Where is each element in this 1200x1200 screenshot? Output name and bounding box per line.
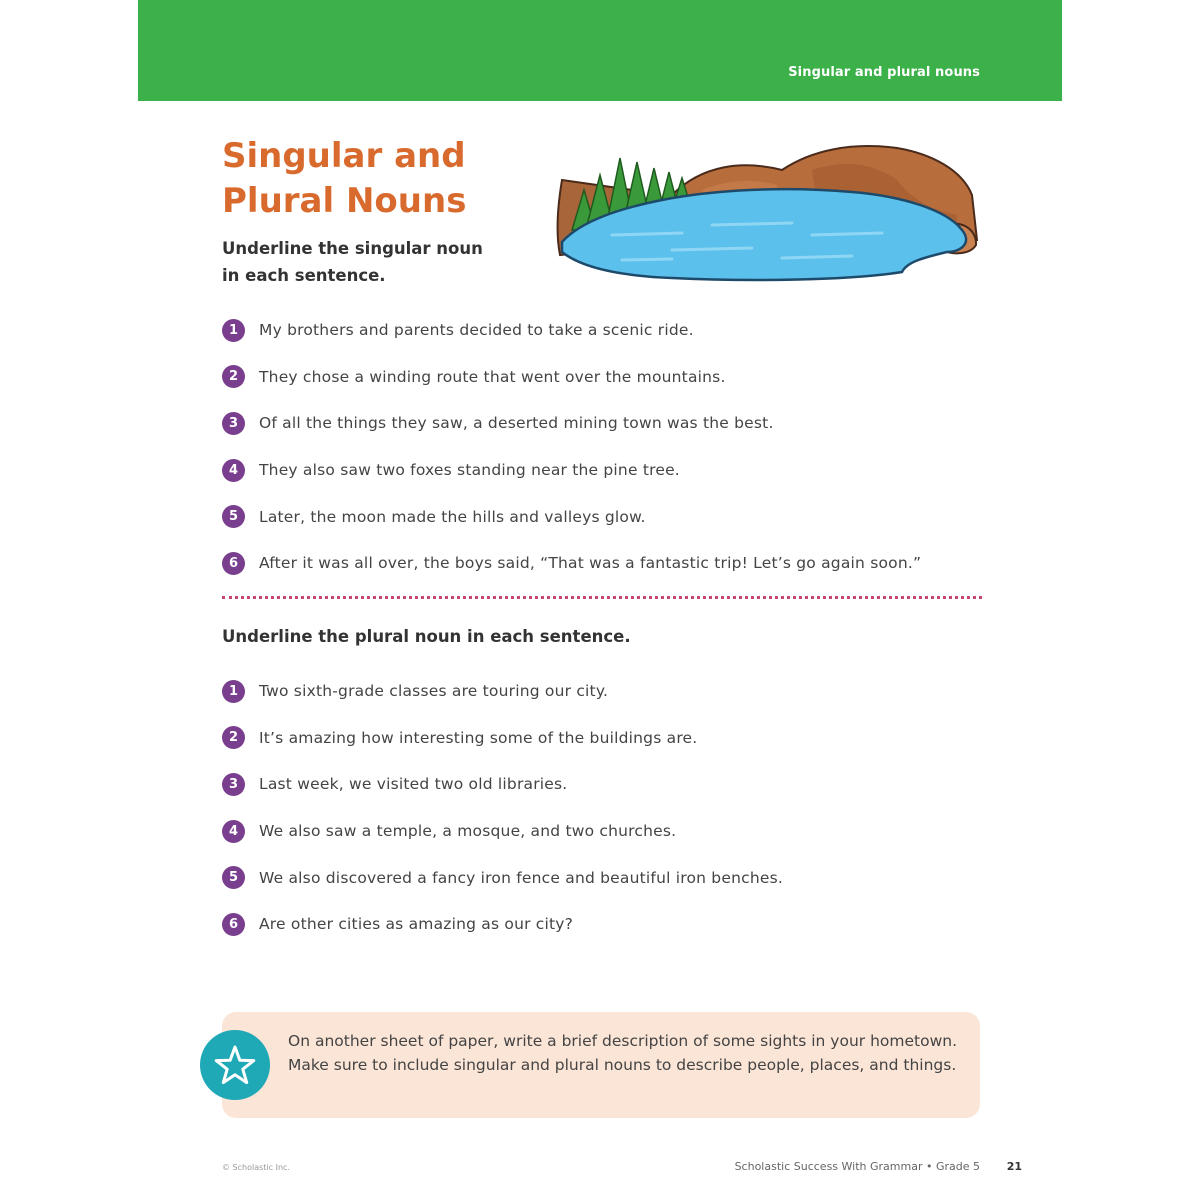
page-title xyxy=(222,134,522,224)
question-item xyxy=(222,493,992,540)
series-title: Scholastic Success With Grammar • Grade 5 xyxy=(734,1160,980,1173)
topic-label: Singular and plural nouns xyxy=(788,65,980,80)
question-text: We also saw a temple, a mosque, and two churches. xyxy=(259,822,677,841)
star-badge xyxy=(200,1030,270,1100)
question-item xyxy=(222,668,992,715)
question-text: My brothers and parents decided to take a scenic ride. xyxy=(259,321,694,340)
dotted-divider xyxy=(222,596,982,599)
question-number-badge: 4 xyxy=(222,820,245,843)
question-item xyxy=(222,400,992,447)
copyright-notice: © Scholastic Inc. xyxy=(222,1163,290,1172)
header-band xyxy=(138,0,1062,101)
instruction-singular-line-1: Underline the singular noun xyxy=(222,239,483,258)
question-number-badge: 3 xyxy=(222,773,245,796)
lake-with-mountains-and-trees-icon xyxy=(552,140,982,290)
question-item xyxy=(222,854,992,901)
question-text: Are other cities as amazing as our city? xyxy=(259,915,574,934)
question-number-badge: 4 xyxy=(222,459,245,482)
singular-question-list xyxy=(222,307,992,587)
title-line-1: Singular and xyxy=(222,136,466,176)
question-text: Later, the moon made the hills and valleys glow. xyxy=(259,507,646,526)
question-number-badge: 1 xyxy=(222,319,245,342)
question-number-badge: 1 xyxy=(222,680,245,703)
question-text: They also saw two foxes standing near the pine tree. xyxy=(259,461,680,480)
question-text: Two sixth-grade classes are touring our city. xyxy=(259,682,609,701)
extension-activity-box xyxy=(222,1012,980,1118)
title-line-2: Plural Nouns xyxy=(222,181,467,221)
question-number-badge: 2 xyxy=(222,726,245,749)
question-item xyxy=(222,715,992,762)
question-item xyxy=(222,808,992,855)
question-text: We also discovered a fancy iron fence and beautiful iron benches. xyxy=(259,868,783,887)
extension-activity-text: On another sheet of paper, write a brief description of some sights in your hometown. Make sure to include singular and plural nouns to describe people, places, and things. xyxy=(288,1032,958,1074)
instruction-singular-line-2: in each sentence. xyxy=(222,266,386,285)
question-number-badge: 3 xyxy=(222,412,245,435)
question-number-badge: 5 xyxy=(222,866,245,889)
question-item xyxy=(222,540,992,587)
question-item xyxy=(222,901,992,948)
worksheet-page xyxy=(138,0,1062,1200)
instruction-singular xyxy=(222,235,512,289)
question-text: It’s amazing how interesting some of the buildings are. xyxy=(259,728,698,747)
question-text: Last week, we visited two old libraries. xyxy=(259,775,568,794)
star-icon xyxy=(200,1030,270,1100)
question-item xyxy=(222,307,992,354)
question-text: They chose a winding route that went over the mountains. xyxy=(259,367,726,386)
question-item xyxy=(222,761,992,808)
question-number-badge: 5 xyxy=(222,505,245,528)
question-number-badge: 6 xyxy=(222,913,245,936)
question-item xyxy=(222,354,992,401)
page-number: 21 xyxy=(1006,1160,1022,1173)
instruction-plural: Underline the plural noun in each sentence. xyxy=(222,627,631,646)
question-text: After it was all over, the boys said, “That was a fantastic trip! Let’s go again soon.” xyxy=(259,554,922,573)
plural-question-list xyxy=(222,668,992,948)
question-number-badge: 2 xyxy=(222,365,245,388)
question-text: Of all the things they saw, a deserted mining town was the best. xyxy=(259,414,774,433)
question-number-badge: 6 xyxy=(222,552,245,575)
question-item xyxy=(222,447,992,494)
